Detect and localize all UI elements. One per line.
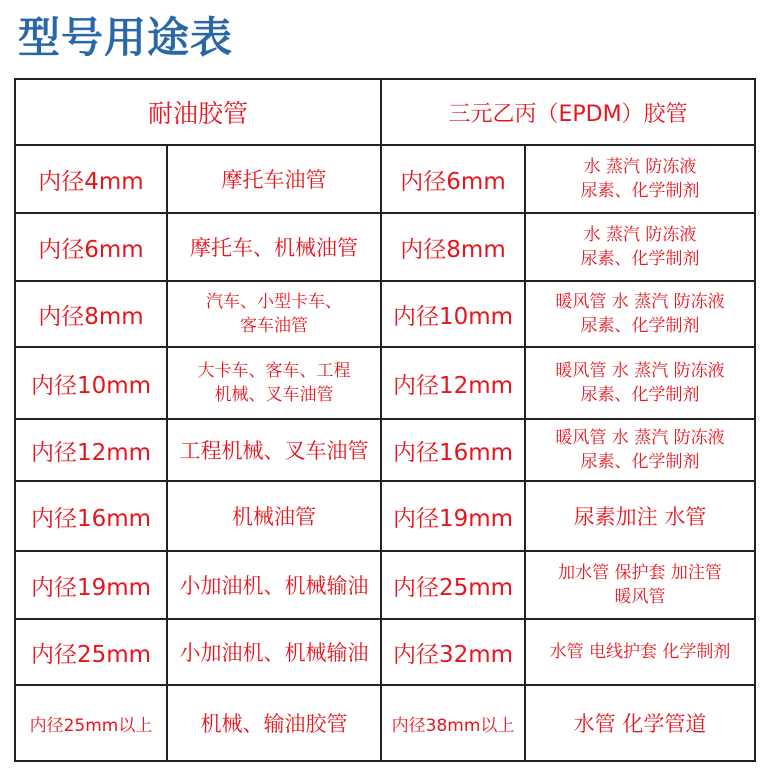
usage-line: 水 蒸汽 防冻液: [583, 157, 697, 177]
epdm-inner-diameter: 内径10mm: [381, 281, 525, 347]
usage-line: 小加油机、机械输油: [179, 641, 369, 665]
table-row: [15, 213, 755, 281]
epdm-usage: [525, 145, 755, 213]
epdm-inner-diameter: 内径6mm: [381, 145, 525, 213]
oil-inner-diameter: 内径4mm: [15, 145, 167, 213]
usage-line: 水管 化学管道: [573, 712, 707, 736]
epdm-inner-diameter: 内径19mm: [381, 481, 525, 551]
model-usage-table: [14, 78, 756, 762]
oil-usage: [167, 145, 381, 213]
epdm-usage: [525, 551, 755, 619]
epdm-inner-diameter: 内径25mm: [381, 551, 525, 619]
oil-hose-header: 耐油胶管: [15, 79, 381, 145]
epdm-usage: [525, 685, 755, 761]
usage-line: 尿素加注 水管: [573, 505, 707, 529]
table-row: [15, 419, 755, 481]
usage-line: 暖风管: [614, 587, 666, 607]
oil-inner-diameter: 内径12mm: [15, 419, 167, 481]
usage-line: 摩托车油管: [221, 168, 327, 192]
table-row: [15, 481, 755, 551]
usage-line: 机械、叉车油管: [214, 385, 334, 405]
epdm-inner-diameter: 内径16mm: [381, 419, 525, 481]
epdm-usage: [525, 481, 755, 551]
usage-line: 暖风管 水 蒸汽 防冻液: [555, 292, 725, 312]
oil-inner-diameter: 内径19mm: [15, 551, 167, 619]
table-row: [15, 145, 755, 213]
oil-usage: [167, 551, 381, 619]
epdm-usage: [525, 419, 755, 481]
oil-usage: [167, 619, 381, 685]
oil-usage: [167, 419, 381, 481]
usage-line: 尿素、化学制剂: [580, 249, 700, 269]
oil-inner-diameter: 内径10mm: [15, 347, 167, 419]
usage-line: 机械、输油胶管: [200, 712, 348, 736]
usage-line: 尿素、化学制剂: [580, 452, 700, 472]
oil-usage: [167, 213, 381, 281]
usage-line: 水 蒸汽 防冻液: [583, 225, 697, 245]
usage-line: 暖风管 水 蒸汽 防冻液: [555, 361, 725, 381]
usage-line: 摩托车、机械油管: [190, 236, 358, 260]
oil-inner-diameter: 内径6mm: [15, 213, 167, 281]
usage-line: 尿素、化学制剂: [580, 316, 700, 336]
epdm-usage: [525, 281, 755, 347]
oil-usage: [167, 481, 381, 551]
table-row: [15, 619, 755, 685]
table-row: [15, 685, 755, 761]
epdm-inner-diameter: 内径12mm: [381, 347, 525, 419]
oil-inner-diameter: 内径8mm: [15, 281, 167, 347]
oil-usage: [167, 347, 381, 419]
table-header-row: [15, 79, 755, 145]
usage-line: 尿素、化学制剂: [580, 385, 700, 405]
epdm-inner-diameter: 内径38mm以上: [381, 685, 525, 761]
epdm-inner-diameter: 内径8mm: [381, 213, 525, 281]
oil-usage: [167, 281, 381, 347]
oil-inner-diameter: 内径16mm: [15, 481, 167, 551]
table-row: [15, 347, 755, 419]
oil-usage: [167, 685, 381, 761]
page-title: 型号用途表: [18, 13, 234, 62]
usage-line: 尿素、化学制剂: [580, 181, 700, 201]
usage-line: 小加油机、机械输油: [179, 574, 369, 598]
epdm-hose-header: 三元乙丙（EPDM）胶管: [381, 79, 755, 145]
epdm-usage: [525, 619, 755, 685]
epdm-usage: [525, 347, 755, 419]
oil-inner-diameter: 内径25mm: [15, 619, 167, 685]
table-row: [15, 281, 755, 347]
epdm-usage: [525, 213, 755, 281]
oil-inner-diameter: 内径25mm以上: [15, 685, 167, 761]
usage-line: 水管 电线护套 化学制剂: [549, 642, 731, 662]
usage-line: 汽车、小型卡车、: [206, 292, 342, 312]
usage-line: 客车油管: [240, 316, 308, 336]
usage-line: 暖风管 水 蒸汽 防冻液: [555, 428, 725, 448]
table-row: [15, 551, 755, 619]
usage-line: 加水管 保护套 加注管: [558, 563, 722, 583]
usage-line: 大卡车、客车、工程: [197, 361, 351, 381]
usage-line: 机械油管: [232, 505, 316, 529]
usage-line: 工程机械、叉车油管: [179, 439, 369, 463]
epdm-inner-diameter: 内径32mm: [381, 619, 525, 685]
